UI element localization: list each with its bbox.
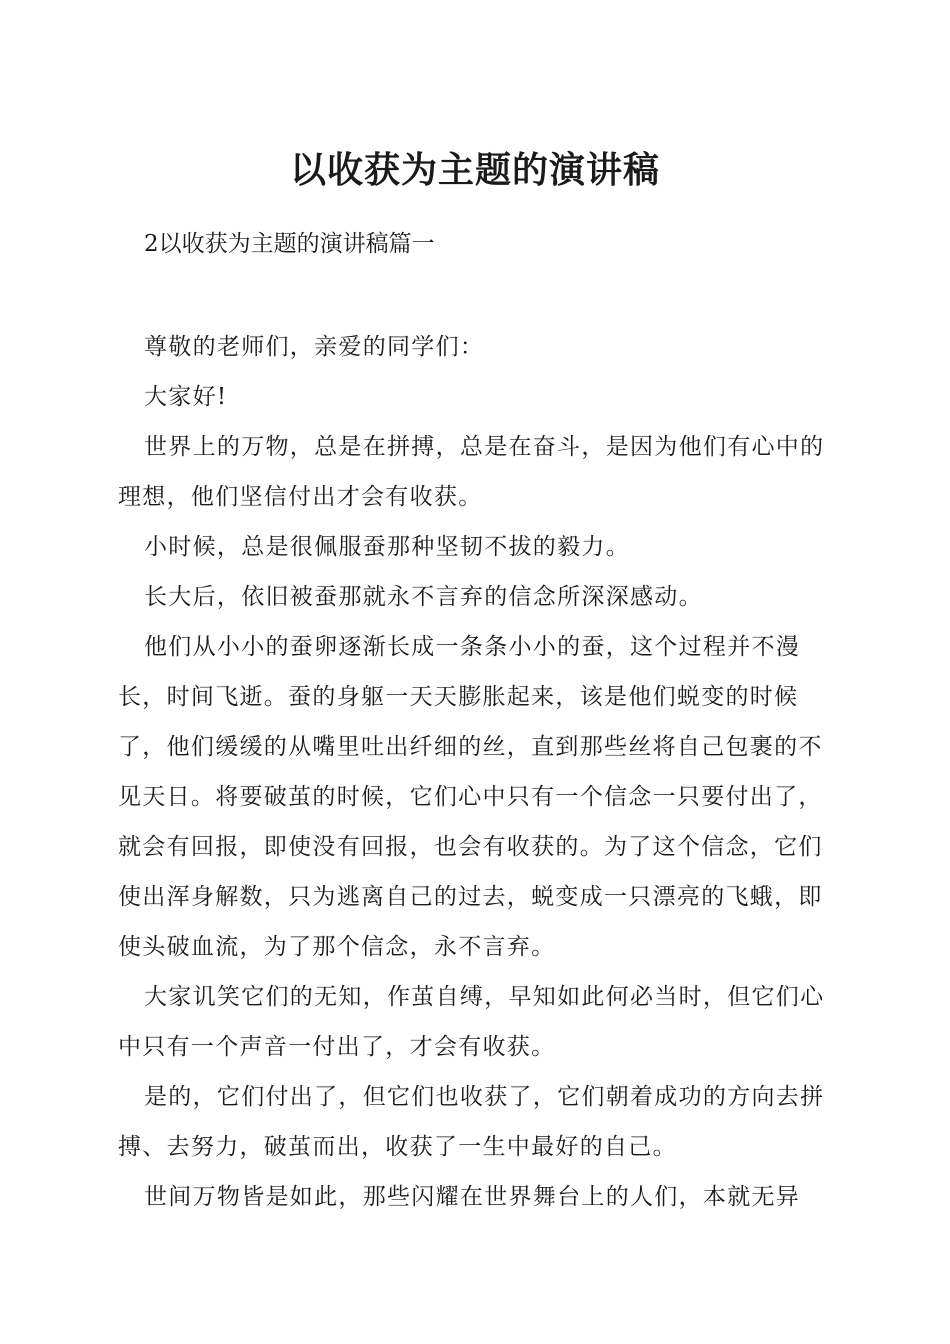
paragraph: 小时候，总是很佩服蚕那种坚韧不拔的毅力。 (144, 534, 630, 560)
document-title: 以收获为主题的演讲稿 (289, 149, 660, 191)
paragraph: 大家讥笑它们的无知，作茧自缚，早知如此何必当时，但它们心中只有一个声音一付出了，才会有收获。 (118, 984, 825, 1060)
paragraph: 是的，它们付出了，但它们也收获了，它们朝着成功的方向去拼搏、去努力，破茧而出，收获了一生中最好的自己。 (118, 1084, 825, 1160)
paragraph: 他们从小小的蚕卵逐渐长成一条条小小的蚕，这个过程并不漫长，时间飞逝。蚕的身躯一天天膨胀起来，该是他们蜕变的时候了，他们缓缓的从嘴里吐出纤细的丝，直到那些丝将自己包裹的不见天日。将要破茧的时候，它们心中只有一个信念一只要付出了，就会有回报，即使没有回报，也会有收获的。为了这个信念，它们使出浑身解数，只为逃离自己的过去，蜕变成一只漂亮的飞蛾，即使头破血流，为了那个信念，永不言弃。 (118, 634, 823, 960)
paragraph: 世界上的万物，总是在拼搏，总是在奋斗，是因为他们有心中的理想，他们坚信付出才会有收获。 (118, 434, 825, 510)
paragraph-hello: 大家好! (144, 384, 228, 410)
paragraph: 世间万物皆是如此，那些闪耀在世界舞台上的人们，本就无异 (144, 1184, 801, 1210)
paragraph: 长大后，依旧被蚕那就永不言弃的信念所深深感动。 (144, 584, 703, 610)
document-subtitle: 2以收获为主题的演讲稿篇一 (144, 231, 435, 257)
document-body (118, 322, 836, 1222)
paragraph-greeting: 尊敬的老师们，亲爱的同学们： (144, 334, 485, 360)
